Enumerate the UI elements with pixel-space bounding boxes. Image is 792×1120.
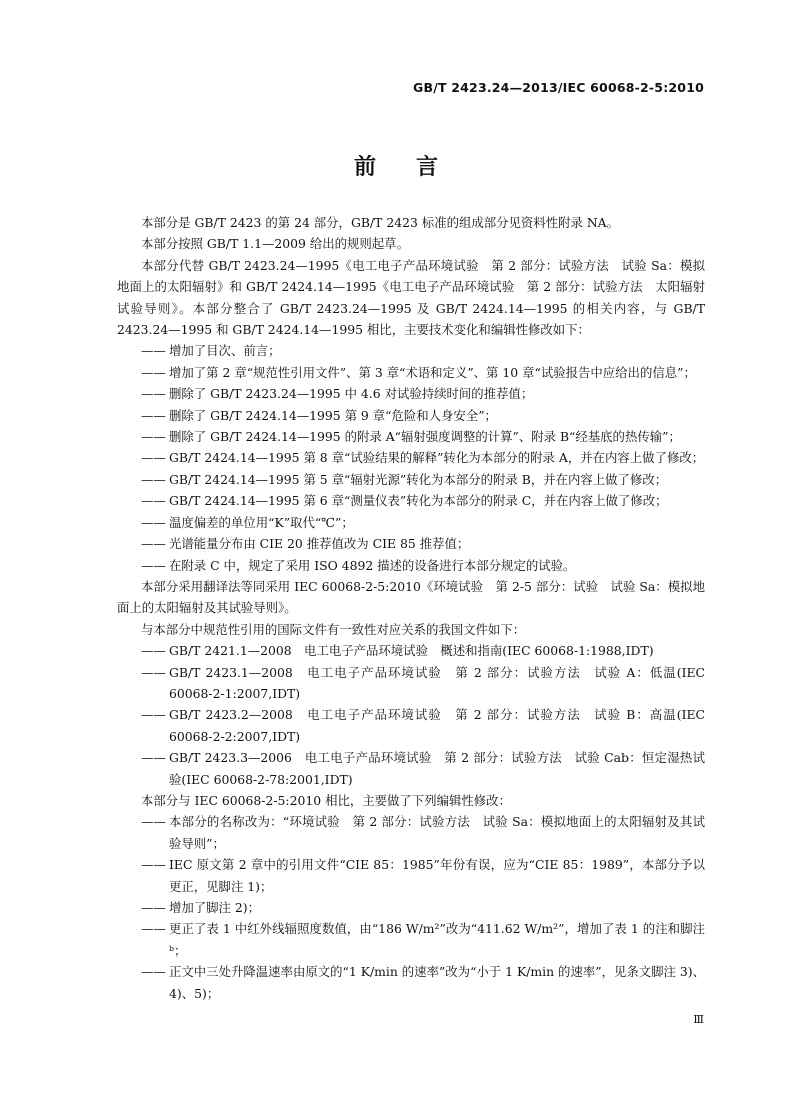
reference-item	[117, 747, 705, 790]
change-item	[117, 362, 705, 383]
dash-marker: ——	[141, 750, 166, 766]
editorial-item-text: 正文中三处升降温速率由原文的“1 K/min 的速率”改为“小于 1 K/min 的速率”，见条文脚注 3)、4)、5)；	[169, 964, 705, 1001]
dash-marker: ——	[141, 536, 166, 552]
change-item	[117, 383, 705, 404]
page-title	[0, 150, 792, 181]
change-item-text: GB/T 2424.14—1995 第 8 章“试验结果的解释”转化为本部分的附录 A，并在内容上做了修改；	[169, 450, 705, 466]
dash-marker: ——	[141, 814, 166, 830]
reference-item	[117, 704, 705, 747]
reference-item-text: GB/T 2423.2—2008 电工电子产品环境试验 第 2 部分：试验方法 试验 B：高温(IEC 60068-2-2:2007,IDT)	[169, 707, 705, 744]
dash-marker: ——	[141, 921, 166, 937]
editorial-item	[117, 961, 705, 1004]
reference-item-text: GB/T 2423.3—2006 电工电子产品环境试验 第 2 部分：试验方法 试验 Cab：恒定湿热试验(IEC 60068-2-78:2001,IDT)	[169, 750, 705, 787]
change-item	[117, 340, 705, 361]
reference-item	[117, 662, 705, 705]
editorial-item	[117, 918, 705, 961]
change-item-text: GB/T 2424.14—1995 第 5 章“辐射光源”转化为本部分的附录 B，并在内容上做了修改；	[169, 471, 668, 487]
paragraph-editorial-intro: 本部分与 IEC 60068-2-5:2010 相比，主要做了下列编辑性修改：	[141, 792, 511, 808]
change-item	[117, 490, 705, 511]
dash-marker: ——	[141, 450, 166, 466]
change-item	[117, 426, 705, 447]
change-item-text: 光谱能量分布由 CIE 20 推荐值改为 CIE 85 推荐值；	[169, 536, 470, 552]
change-item-text: 删除了 GB/T 2423.24—1995 中 4.6 对试验持续时间的推荐值；	[169, 386, 534, 402]
dash-marker: ——	[141, 471, 166, 487]
dash-marker: ——	[141, 364, 166, 380]
dash-marker: ——	[141, 857, 166, 873]
paragraph-drafting-rules: 本部分按照 GB/T 1.1—2009 给出的规则起草。	[141, 236, 409, 252]
paragraph-series-info: 本部分是 GB/T 2423 的第 24 部分，GB/T 2423 标准的组成部分见资料性附录 NA。	[141, 215, 620, 230]
change-item-text: 增加了目次、前言；	[169, 343, 281, 359]
paragraph-replacement: 本部分代替 GB/T 2423.24—1995《电工电子产品环境试验 第 2 部分：试验方法 试验 Sa：模拟地面上的太阳辐射》和 GB/T 2424.14—1995《电工电子产品环境试验 第 2 部分：试验方法 太阳辐射试验导则》。本部分整合了 GB/T 2423.24—1995 及 GB/T 2424.14—1995 的相关内容，与 GB/T 2423.24—1995 和 GB/T 2424.14—1995 相比，主要技术变化和编辑性修改如下：	[117, 257, 705, 338]
change-item	[117, 512, 705, 533]
editorial-item-text: IEC 原文第 2 章中的引用文件“CIE 85：1985”年份有误，应为“CIE 85：1989”，本部分予以更正，见脚注 1)；	[169, 857, 705, 894]
dash-marker: ——	[141, 493, 166, 509]
page-title-text: 前言	[353, 155, 478, 180]
page-number: Ⅲ	[693, 1013, 704, 1026]
change-item	[117, 405, 705, 426]
editorial-item-text: 增加了脚注 2)；	[169, 900, 260, 915]
preface-content	[117, 212, 705, 1004]
dash-marker: ——	[141, 343, 166, 359]
change-item-text: 温度偏差的单位用“K”取代“℃”；	[169, 514, 354, 530]
dash-marker: ——	[141, 386, 166, 402]
change-item-text: 删除了 GB/T 2424.14—1995 的附录 A“辐射强度调整的计算”、附录 B“经基底的热传输”；	[169, 429, 681, 445]
dash-marker: ——	[141, 643, 166, 659]
change-item-text: 增加了第 2 章“规范性引用文件”、第 3 章“术语和定义”、第 10 章“试验报告中应给出的信息”；	[169, 364, 696, 380]
dash-marker: ——	[141, 964, 166, 980]
paragraph-references-intro: 与本部分中规范性引用的国际文件有一致性对应关系的我国文件如下：	[141, 621, 526, 637]
change-item-text: 在附录 C 中，规定了采用 ISO 4892 描述的设备进行本部分规定的试验。	[169, 557, 576, 573]
editorial-item-text: 更正了表 1 中红外线辐照度数值，由“186 W/m²”改为“411.62 W/m²”，增加了表 1 的注和脚注ᵇ；	[169, 921, 705, 958]
dash-marker: ——	[141, 514, 166, 530]
change-item-text: GB/T 2424.14—1995 第 6 章“测量仪表”转化为本部分的附录 C，并在内容上做了修改；	[169, 493, 668, 509]
change-item	[117, 447, 705, 468]
change-item-text: 删除了 GB/T 2424.14—1995 第 9 章“危险和人身安全”；	[169, 407, 497, 423]
dash-marker: ——	[141, 900, 166, 915]
reference-item	[117, 640, 705, 661]
dash-marker: ——	[141, 707, 166, 723]
dash-marker: ——	[141, 557, 166, 573]
change-item	[117, 533, 705, 554]
editorial-item	[117, 854, 705, 897]
paragraph-equivalence: 本部分采用翻译法等同采用 IEC 60068-2-5:2010《环境试验 第 2-5 部分：试验 试验 Sa：模拟地面上的太阳辐射及其试验导则》。	[117, 578, 705, 616]
editorial-item-text: 本部分的名称改为：“环境试验 第 2 部分：试验方法 试验 Sa：模拟地面上的太阳辐射及其试验导则”；	[169, 814, 705, 851]
reference-item-text: GB/T 2421.1—2008 电工电子产品环境试验 概述和指南(IEC 60068-1:1988,IDT)	[169, 643, 654, 659]
editorial-item	[117, 897, 705, 918]
change-item	[117, 555, 705, 576]
editorial-item	[117, 811, 705, 854]
standard-number: GB/T 2423.24—2013/IEC 60068-2-5:2010	[413, 80, 704, 95]
dash-marker: ——	[141, 407, 166, 423]
change-item	[117, 469, 705, 490]
reference-item-text: GB/T 2423.1—2008 电工电子产品环境试验 第 2 部分：试验方法 试验 A：低温(IEC 60068-2-1:2007,IDT)	[169, 664, 705, 701]
dash-marker: ——	[141, 664, 166, 680]
dash-marker: ——	[141, 429, 166, 445]
